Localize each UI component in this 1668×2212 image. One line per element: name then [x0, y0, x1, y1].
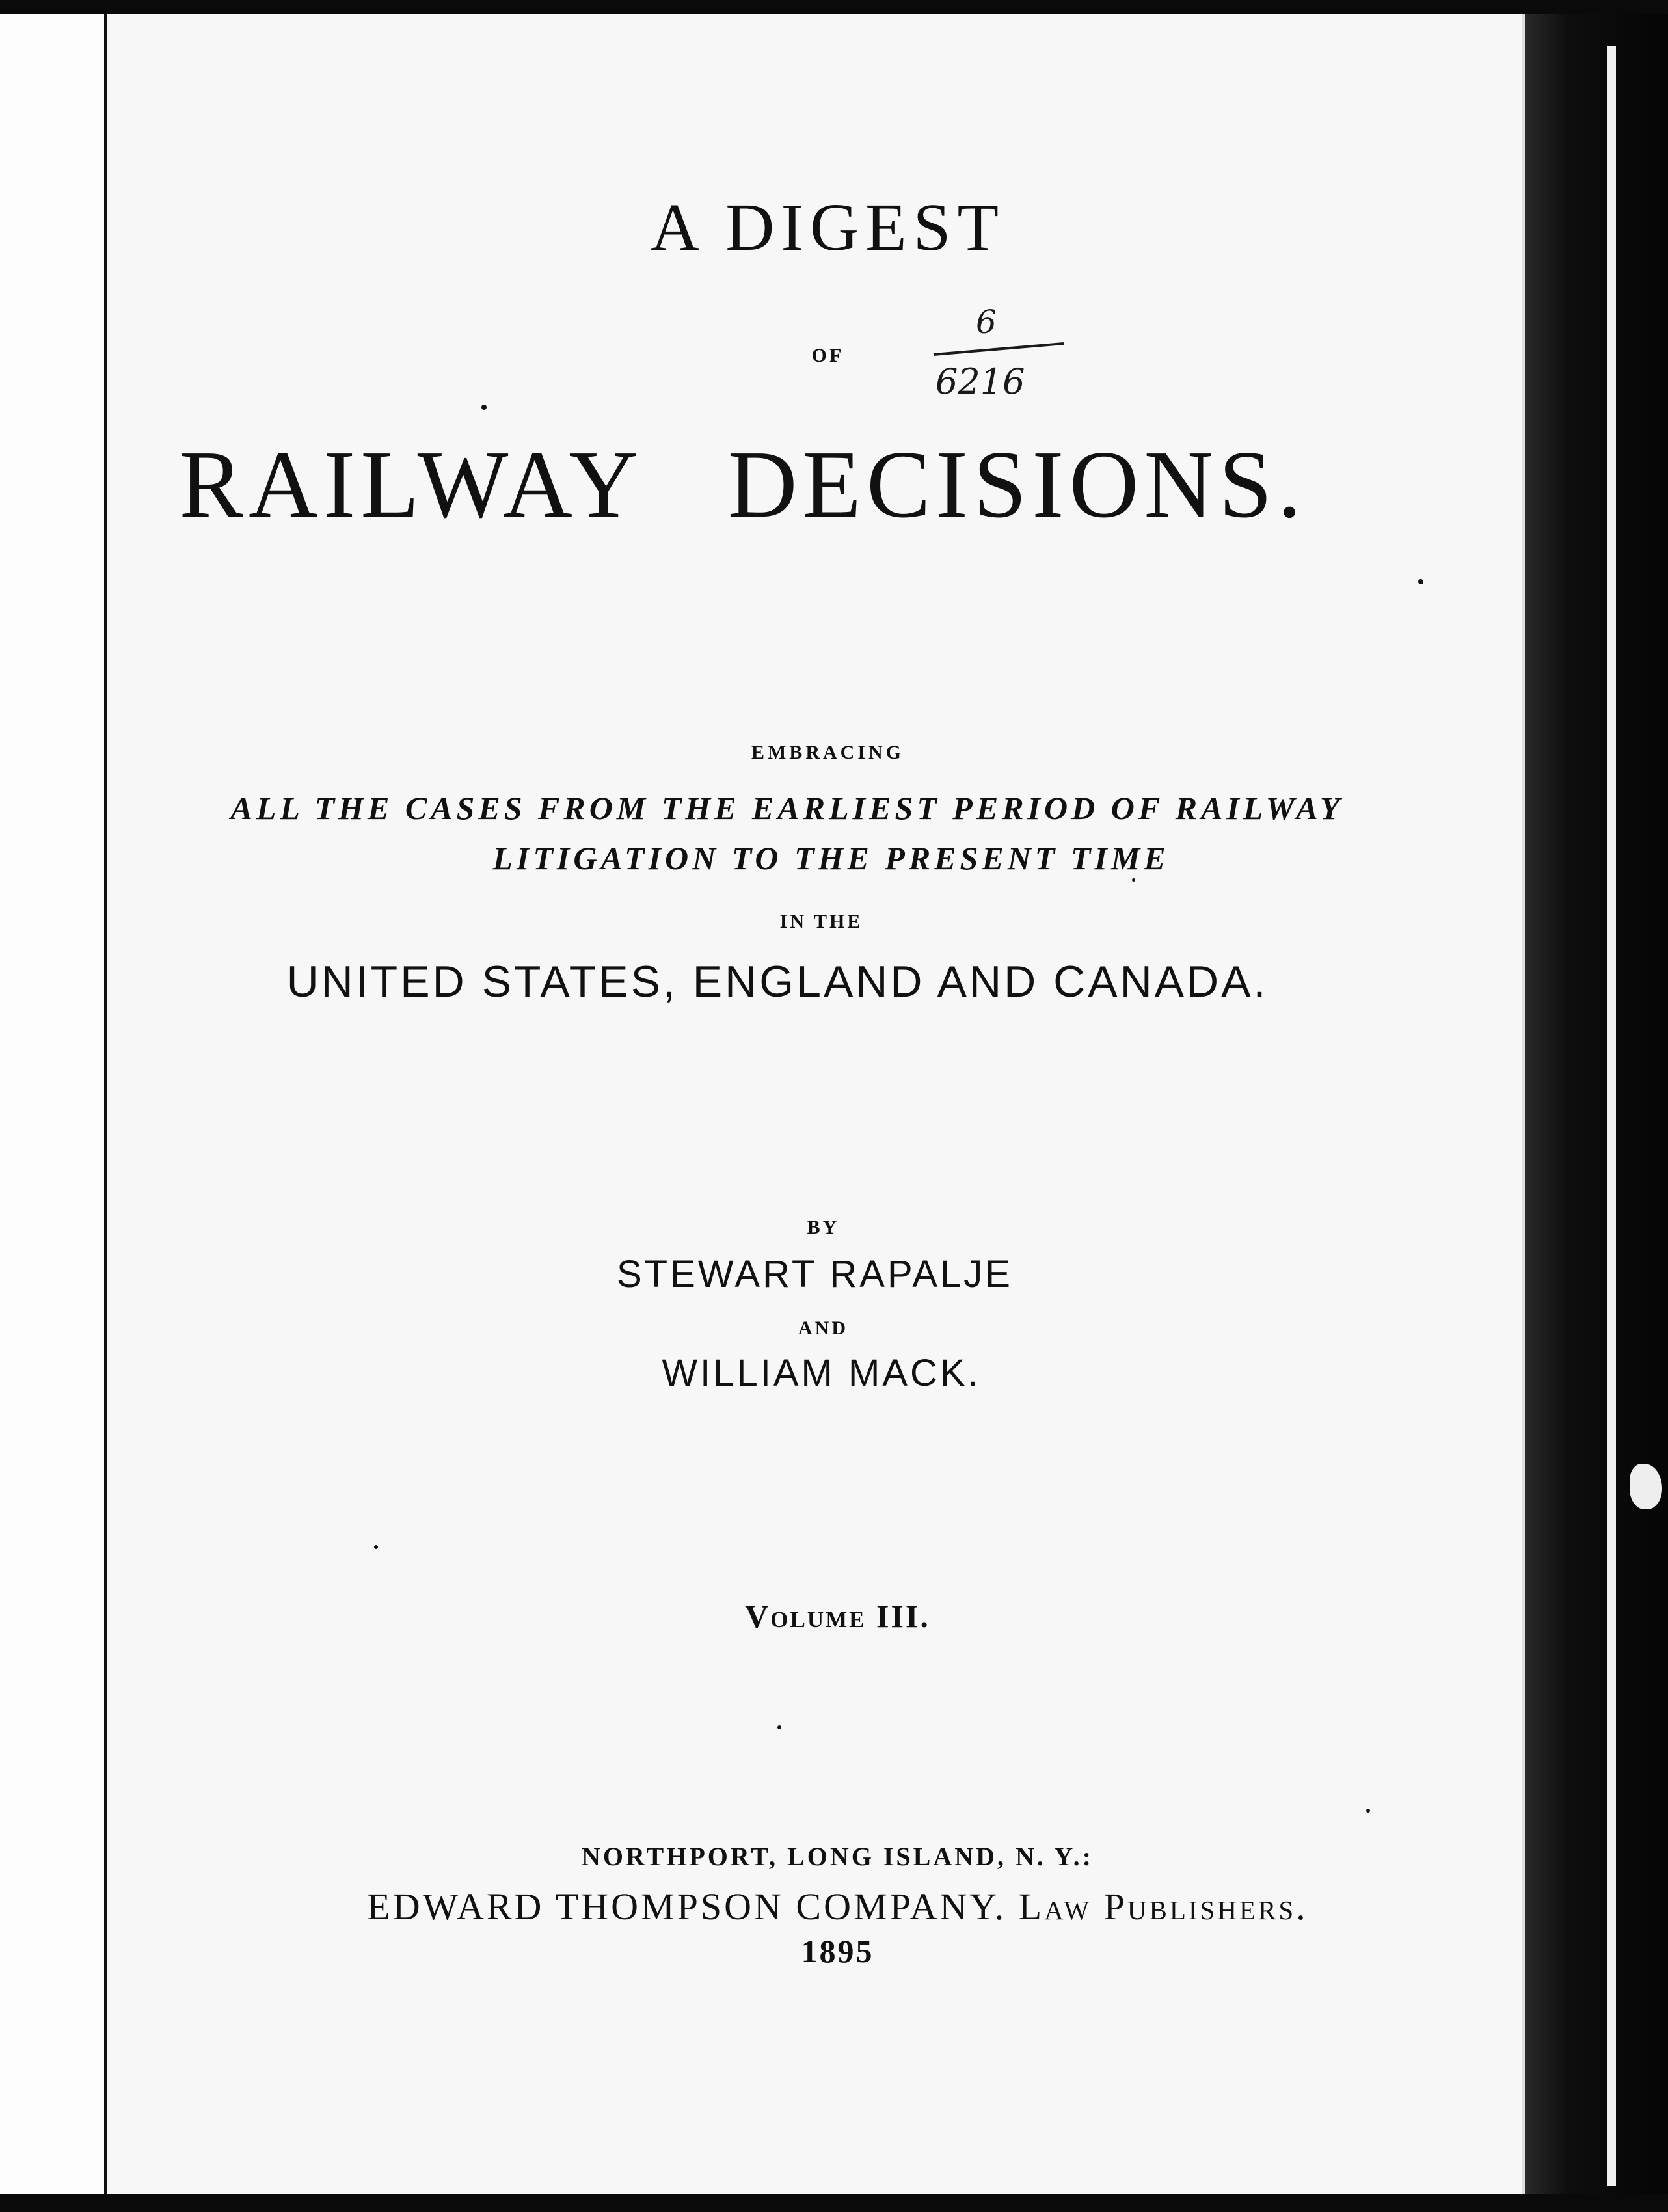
handwritten-bottom: 6216 [935, 361, 1025, 402]
scope-line-2: LITIGATION TO THE PRESENT TIME [492, 840, 1170, 876]
embracing-label: EMBRACING [751, 742, 904, 763]
ink-speck [1132, 878, 1135, 882]
handwritten-shelf-mark [924, 306, 1080, 403]
main-title: RAILWAY DECISIONS. [179, 431, 1307, 538]
book-spine-edge [1525, 14, 1668, 2194]
ink-speck [1418, 579, 1423, 584]
scan-top-border [0, 0, 1668, 14]
and-label: AND [798, 1317, 848, 1339]
title-of: OF [811, 345, 844, 366]
ink-speck [374, 1545, 378, 1549]
ink-speck [777, 1725, 781, 1729]
author-2: WILLIAM MACK. [662, 1352, 981, 1394]
ink-speck [481, 405, 487, 410]
scan-edge-strip [1607, 46, 1616, 2186]
publisher: EDWARD THOMPSON COMPANY. Law Publishers. [367, 1885, 1308, 1928]
by-label: BY [807, 1217, 840, 1238]
publication-place: NORTHPORT, LONG ISLAND, N. Y.: [582, 1842, 1094, 1871]
author-1: STEWART RAPALJE [617, 1253, 1013, 1295]
handwritten-top: 6 [976, 306, 997, 341]
volume-label: Volume III. [745, 1598, 930, 1634]
scope-line-1: ALL THE CASES FROM THE EARLIEST PERIOD OF RAILWAY [230, 790, 1344, 826]
in-the-label: IN THE [779, 911, 863, 932]
publication-year: 1895 [801, 1933, 874, 1969]
title-a-digest: A DIGEST [650, 190, 1006, 265]
jurisdictions: UNITED STATES, ENGLAND AND CANADA. [286, 957, 1269, 1006]
ink-speck [1366, 1809, 1370, 1813]
scan-bottom-border [0, 2194, 1668, 2212]
left-page-leaf [0, 14, 107, 2194]
